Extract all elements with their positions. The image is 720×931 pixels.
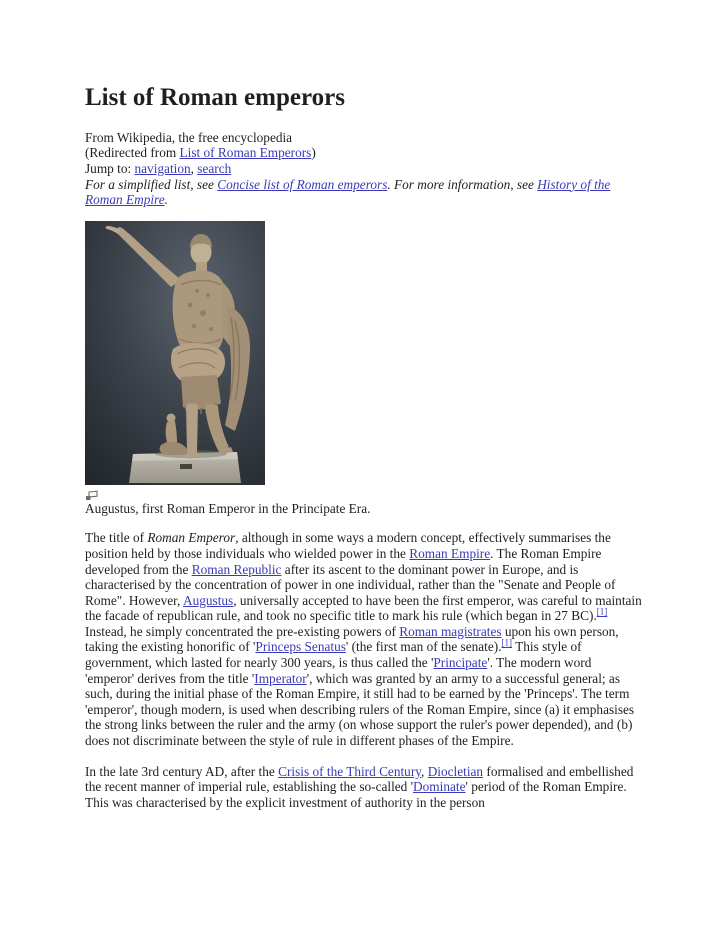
inline-link[interactable]: search — [197, 160, 232, 176]
text-span: . — [164, 192, 168, 208]
page-title: List of Roman emperors — [85, 84, 345, 111]
text-span: after its ascent to the dominant power in Europe, and is characterised by the concentration of power in one individual, rather than the "Senate and People of Rome". However, — [85, 561, 616, 608]
pedestal-plaque — [180, 464, 192, 469]
from-wikipedia-line: From Wikipedia, the free encyclopedia — [85, 129, 293, 145]
text-span: , universally accepted to have been the first emperor, was careful to maintain the facade of republican rule, and took no specific title to mark his rule (which began in 27 BC). — [85, 592, 642, 624]
text-span: . The Roman Empire developed from the — [85, 545, 602, 577]
inline-link[interactable]: Roman Empire — [409, 545, 491, 561]
paragraph — [85, 764, 642, 811]
redirect-line — [85, 145, 672, 161]
reference-sup — [502, 638, 513, 648]
text-span: . For more information, see — [387, 176, 538, 192]
paragraph — [85, 530, 642, 748]
inline-link[interactable]: Imperator — [254, 670, 307, 686]
inline-link[interactable]: Crisis of the Third Century — [278, 763, 422, 779]
text-span: ' (the first man of the senate). — [345, 639, 502, 655]
text-span: Instead, he simply concentrated the pre-existing powers of — [85, 623, 400, 639]
text-span: (Redirected from — [85, 145, 180, 161]
text-span: , — [421, 763, 428, 779]
inline-link[interactable]: Roman Republic — [191, 561, 282, 577]
inline-link[interactable]: navigation — [134, 160, 191, 176]
text-span: formalised and embellished the recent manner of imperial rule, establishing the so-called ' — [85, 763, 634, 795]
text-span: Jump to: — [85, 160, 135, 176]
text-span: In the late 3rd century AD, after the — [85, 763, 279, 779]
inline-link[interactable]: Roman magistrates — [399, 623, 502, 639]
reference-link[interactable]: [1] — [501, 638, 513, 649]
inline-link[interactable]: Dominate — [413, 779, 466, 795]
text-span: ', which was granted by an army to a successful general; as such, during the initial phase of the Roman Empire, it still had to be earned by the 'Princeps'. The term 'emperor', though modern, is used when describing rulers of the Roman Empire, since (a) it emphasises the strong links between the ruler and the army (on whose support the ruler's power depended), and (b) does not discriminate between the style of rule in different phases of the Empire. — [85, 670, 635, 749]
reference-link[interactable]: [1] — [596, 606, 608, 617]
inline-link[interactable]: Principate — [433, 655, 488, 671]
text-span: ) — [311, 145, 316, 161]
text-span: , although in some ways a modern concept, effectively summarises the position held by those individuals who wielded power in the — [85, 530, 611, 561]
figure-thumbnail — [85, 221, 371, 517]
augustus-statue-image[interactable] — [85, 221, 265, 485]
inline-link[interactable]: List of Roman Emperors — [179, 145, 312, 161]
text-span: , — [190, 160, 198, 176]
inline-link[interactable]: Princeps Senatus — [255, 639, 346, 655]
text-span: For a simplified list, see — [85, 176, 218, 192]
inline-link[interactable]: Concise list of Roman emperors — [217, 176, 388, 192]
inline-link[interactable]: History of the Roman Empire — [85, 176, 611, 208]
text-span: '. The modern word 'emperor' derives from the title ' — [85, 655, 592, 686]
text-span: This style of government, which lasted for nearly 300 years, is thus called the ' — [85, 639, 582, 671]
text-span: ' period of the Roman Empire. This was characterised by the explicit investment of authority in the person — [85, 779, 627, 810]
jump-to-line — [85, 161, 672, 177]
inline-link[interactable]: Augustus — [182, 592, 234, 608]
figure-caption: Augustus, first Roman Emperor in the Principate Era. — [85, 500, 371, 516]
text-span: Roman Emperor — [147, 530, 236, 546]
reference-sup — [597, 607, 608, 617]
hatnote — [85, 177, 641, 208]
magnify-clip-icon[interactable] — [85, 490, 98, 501]
inline-link[interactable]: Diocletian — [427, 763, 484, 779]
text-span: The title of — [85, 530, 148, 546]
text-span: upon his own person, taking the existing honorific of ' — [85, 623, 619, 655]
